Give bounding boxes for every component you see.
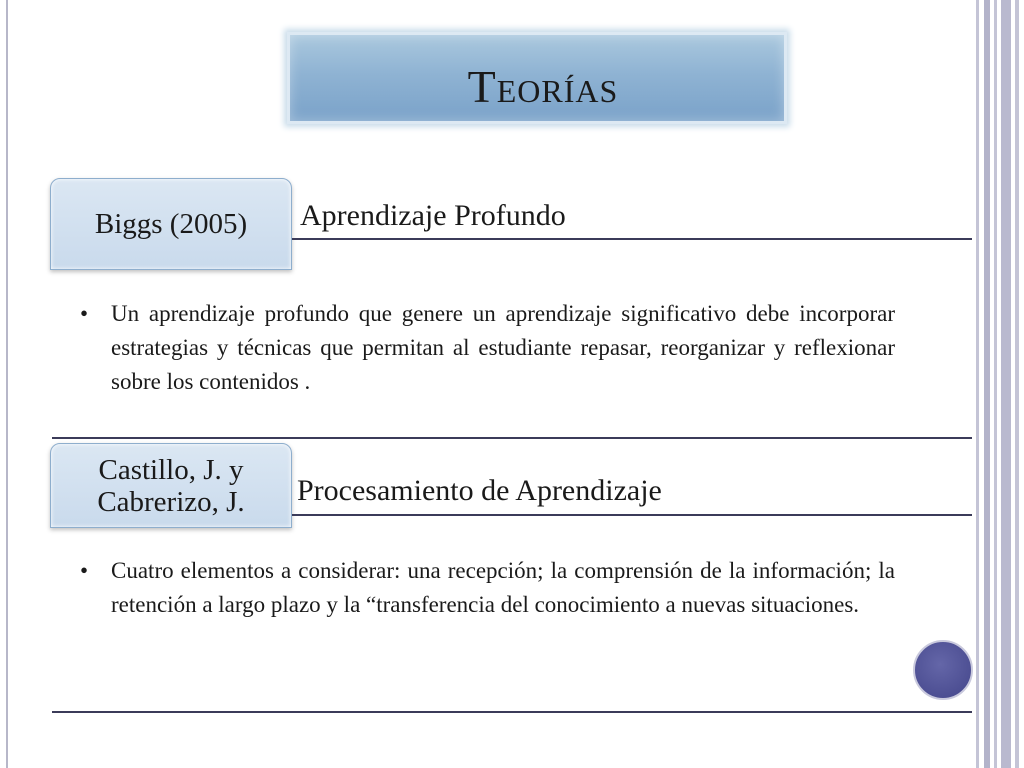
author-box-biggs [50, 178, 292, 270]
author-line: Cabrerizo, J. [97, 485, 245, 518]
section-divider [292, 238, 972, 240]
decorative-stripes [976, 0, 1024, 768]
author-line: Castillo, J. y [98, 453, 244, 486]
author-box-castillo [50, 443, 292, 528]
nav-circle-button[interactable] [913, 640, 973, 700]
left-border [6, 0, 8, 768]
author-label [97, 454, 244, 518]
bullet-text: Un aprendizaje profundo que genere un aprendizaje significativo debe incorporar estrategias y técnicas que permitan al estudiante repasar, reorganizar y reflexionar sobre los contenidos . [111, 301, 895, 394]
bullet-icon: • [80, 558, 89, 583]
bullet-icon: • [80, 301, 89, 326]
bullet-item [80, 297, 895, 399]
title-banner [287, 32, 787, 124]
topic-heading: Aprendizaje Profundo [300, 199, 566, 232]
slide-title: Teorías [467, 60, 619, 112]
topic-heading: Procesamiento de Aprendizaje [297, 474, 662, 507]
author-label: Biggs (2005) [94, 208, 248, 240]
bullet-text: Cuatro elementos a considerar: una recepción; la comprensión de la información; la retención a largo plazo y la “transferencia del conocimiento a nuevas situaciones. [111, 558, 895, 617]
section-divider [292, 514, 972, 516]
section-divider [52, 437, 972, 439]
bullet-item [80, 554, 895, 622]
section-divider [52, 711, 972, 713]
